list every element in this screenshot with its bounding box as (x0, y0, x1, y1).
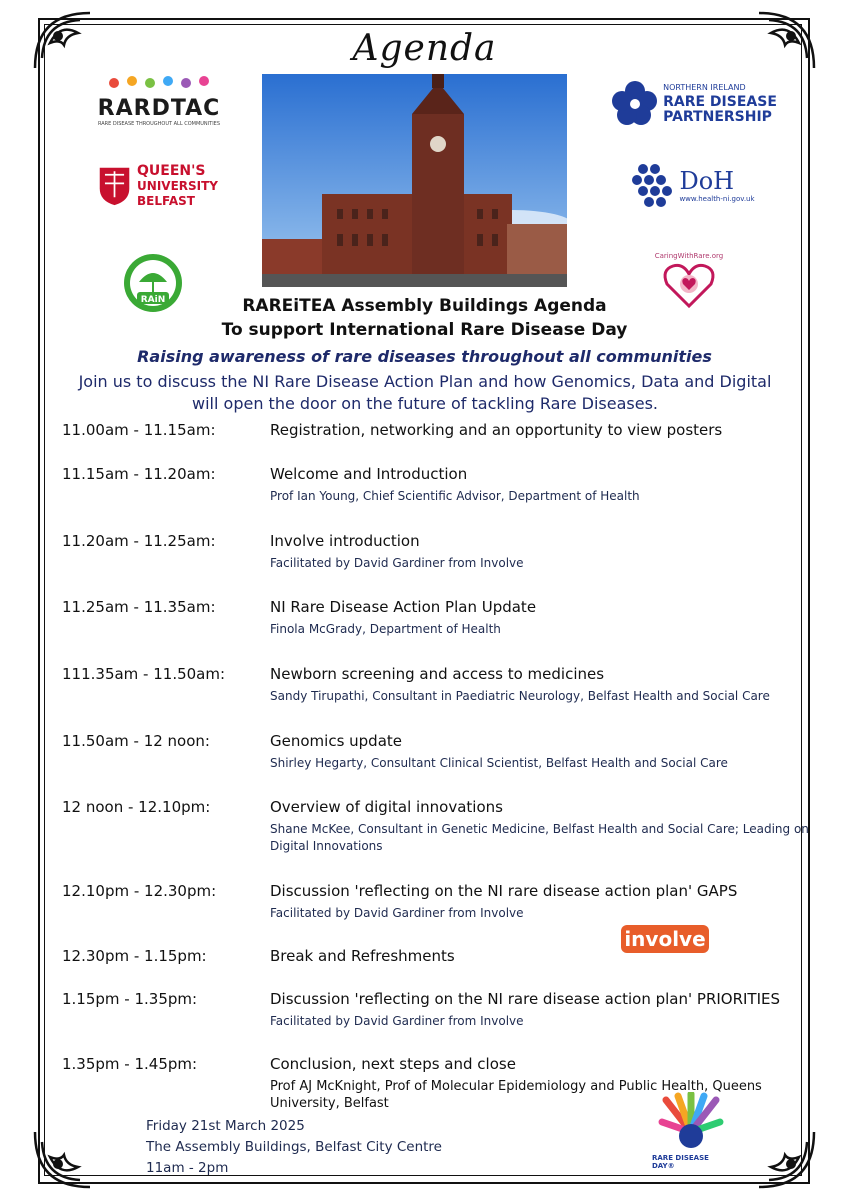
doh-url: www.health-ni.gov.uk (679, 195, 755, 203)
agenda-time: 1.15pm - 1.35pm: (62, 990, 198, 1008)
doh-wordmark: DoH (679, 167, 735, 195)
hexagon-cluster-icon (629, 161, 673, 209)
agenda-time: 11.00am - 11.15am: (62, 421, 216, 439)
queens-line-3: BELFAST (137, 193, 195, 208)
agenda-time: 12.30pm - 1.15pm: (62, 947, 207, 965)
agenda-item: Registration, networking and an opportunity to view posters (270, 421, 723, 439)
event-venue: The Assembly Buildings, Belfast City Centre (146, 1139, 442, 1155)
agenda-item: Newborn screening and access to medicines (270, 665, 605, 683)
agenda-time: 12.10pm - 12.30pm: (62, 882, 217, 900)
assembly-buildings-photo (262, 74, 567, 287)
agenda-item: Discussion 'reflecting on the NI rare disease action plan' GAPS (270, 882, 738, 900)
agenda-speaker: Prof Ian Young, Chief Scientific Advisor, Department of Health (270, 489, 640, 503)
people-figures-icon (104, 75, 214, 97)
agenda-item: Involve introduction (270, 532, 420, 550)
queens-line-1: QUEEN'S (137, 162, 206, 179)
page-title: Agenda (352, 28, 497, 69)
agenda-heading: RAREiTEA Assembly Buildings Agenda (242, 296, 607, 316)
agenda-item: NI Rare Disease Action Plan Update (270, 598, 537, 616)
agenda-speaker: Facilitated by David Gardiner from Involve (270, 1014, 524, 1028)
doh-logo (628, 160, 756, 210)
agenda-speaker: Sandy Tirupathi, Consultant in Paediatric Neurology, Belfast Health and Social Care (270, 689, 770, 703)
tagline: Raising awareness of rare diseases throughout all communities (137, 347, 712, 366)
nirdp-logo (608, 78, 780, 126)
involve-logo: involve (621, 925, 709, 953)
intro-line-1: Join us to discuss the NI Rare Disease Action Plan and how Genomics, Data and Digital (78, 372, 772, 391)
nirdp-line-1: NORTHERN IRELAND (663, 82, 746, 92)
agenda-item: Conclusion, next steps and close (270, 1055, 516, 1073)
flower-icon (611, 79, 659, 125)
agenda-item: Welcome and Introduction (270, 465, 468, 483)
agenda-speaker: Shirley Hegarty, Consultant Clinical Scientist, Belfast Health and Social Care (270, 756, 728, 770)
event-hours: 11am - 2pm (146, 1160, 229, 1176)
agenda-speaker: Facilitated by David Gardiner from Involve (270, 906, 524, 920)
rare-disease-day-logo (652, 1090, 730, 1172)
nirdp-line-2: RARE DISEASE (663, 93, 777, 110)
agenda-item: Overview of digital innovations (270, 798, 503, 816)
rare-disease-day-wordmark: RARE DISEASE DAY® (652, 1154, 709, 1170)
agenda-speaker: Facilitated by David Gardiner from Involve (270, 556, 524, 570)
agenda-item: Discussion 'reflecting on the NI rare disease action plan' PRIORITIES (270, 990, 781, 1008)
rardtac-logo (96, 70, 222, 132)
rardtac-subtitle: RARE DISEASE THROUGHOUT ALL COMMUNITIES (97, 121, 221, 127)
colored-hands-icon (656, 1092, 726, 1154)
agenda-item: Break and Refreshments (270, 947, 455, 965)
corner-ornament-icon (749, 1122, 819, 1192)
agenda-time: 11.50am - 12 noon: (62, 732, 210, 750)
queens-university-logo (98, 162, 218, 210)
intro-line-2: will open the door on the future of tackling Rare Diseases. (192, 394, 658, 413)
agenda-speaker: Shane McKee, Consultant in Genetic Medicine, Belfast Health and Social Care; Leading on Digital Innovations (270, 822, 809, 853)
agenda-time: 12 noon - 12.10pm: (62, 798, 211, 816)
agenda-item: Genomics update (270, 732, 402, 750)
agenda-subheading: To support International Rare Disease Day (221, 320, 628, 340)
queens-line-2: UNIVERSITY (137, 178, 218, 193)
agenda-speaker: Finola McGrady, Department of Health (270, 622, 501, 636)
crest-icon (98, 163, 131, 209)
agenda-time: 11.25am - 11.35am: (62, 598, 216, 616)
agenda-time: 11.15am - 11.20am: (62, 465, 216, 483)
event-date: Friday 21st March 2025 (146, 1118, 305, 1134)
agenda-speaker: Prof AJ McKnight, Prof of Molecular Epidemiology and Public Health, Queens University, Belfast (270, 1079, 762, 1111)
agenda-time: 1.35pm - 1.45pm: (62, 1055, 198, 1073)
agenda-time: 111.35am - 11.50am: (62, 665, 226, 683)
corner-ornament-icon (30, 1122, 100, 1192)
rain-wordmark: RAiN (140, 295, 166, 305)
caring-wordmark: CaringWithRare.org (654, 252, 724, 260)
agenda-time: 11.20am - 11.25am: (62, 532, 216, 550)
nirdp-line-3: PARTNERSHIP (663, 108, 772, 125)
rardtac-wordmark: RARDTAC (97, 96, 221, 121)
